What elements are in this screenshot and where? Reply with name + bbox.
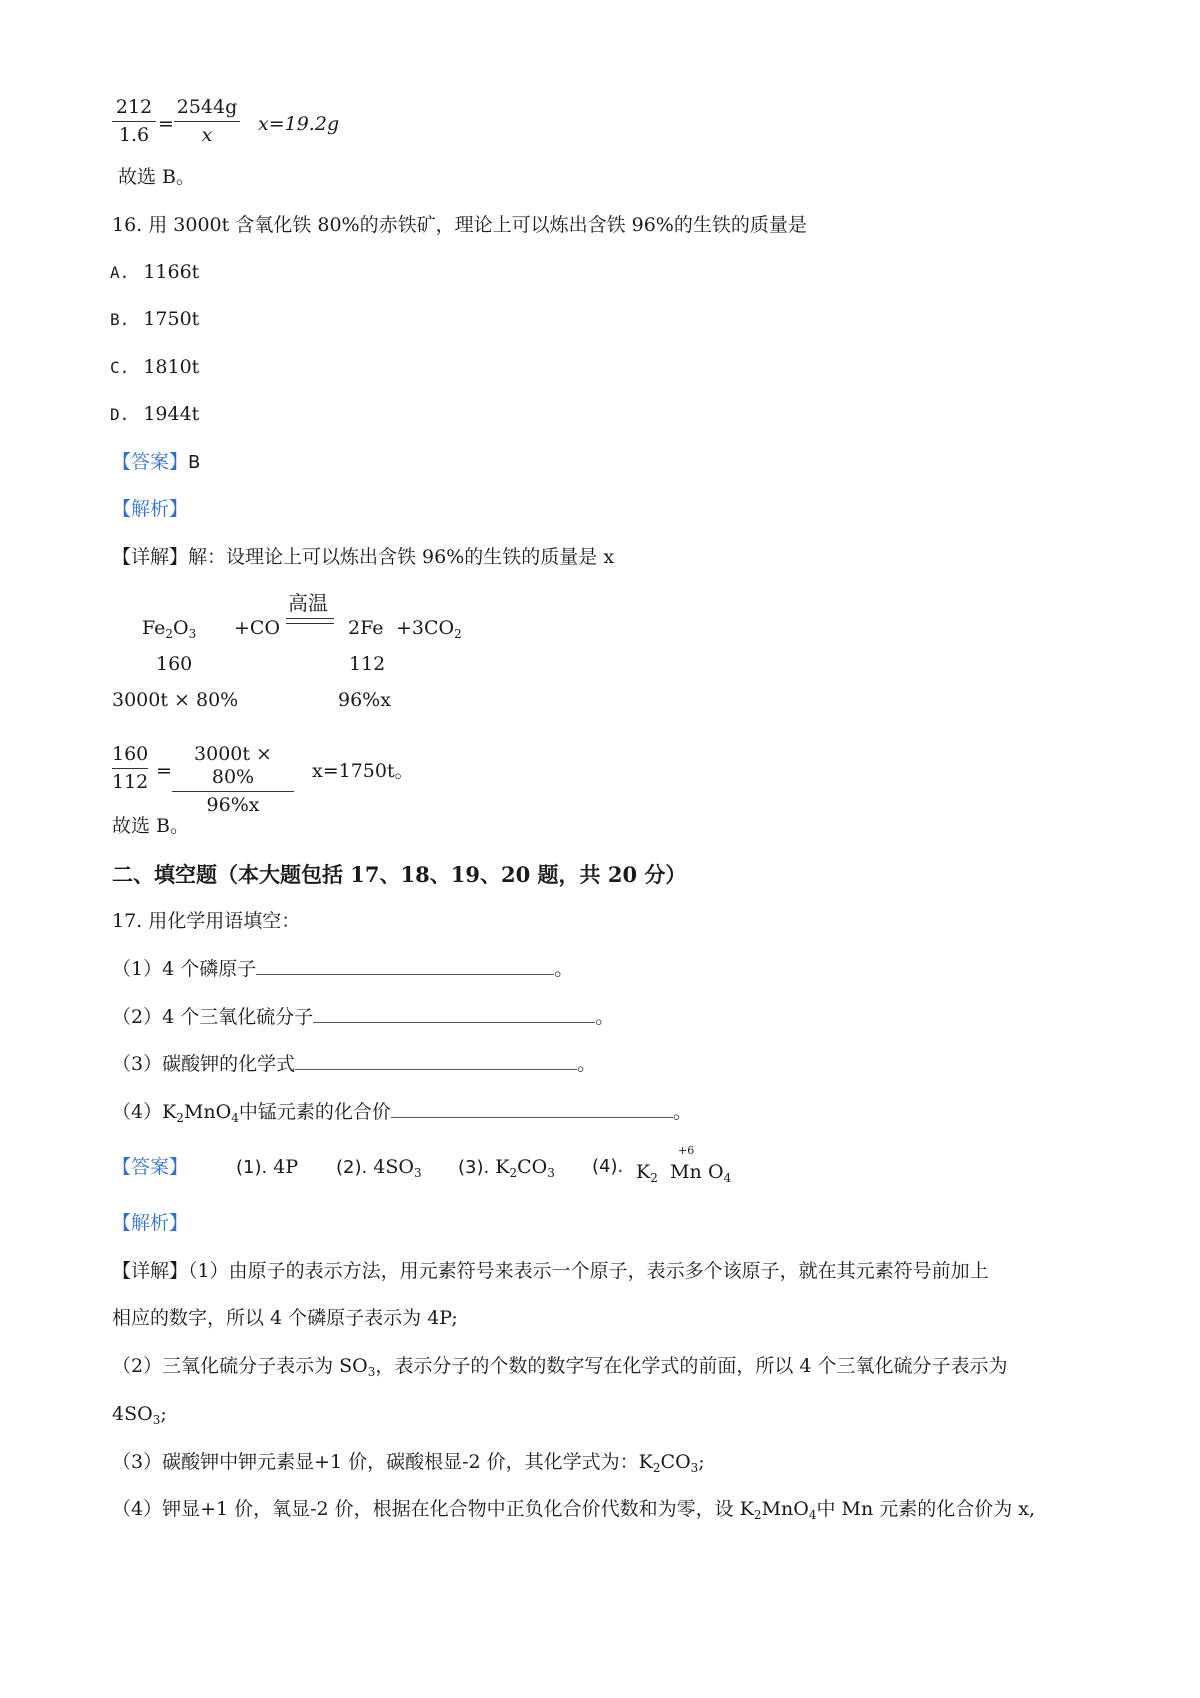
item-suffix: 。	[672, 1101, 692, 1123]
subscript: 4	[723, 1171, 732, 1185]
item-prompt: （4）K	[112, 1101, 177, 1123]
top-fraction-left	[112, 96, 156, 147]
ratio-result: x=1750t。	[312, 760, 414, 782]
detail-text: （2）三氧化硫分子表示为 SO	[112, 1355, 368, 1377]
q17-detail-p2-line1	[112, 1355, 1008, 1378]
subscript: 2	[753, 1508, 762, 1522]
q17-detail-p3	[112, 1451, 705, 1474]
subscript: 4	[231, 1111, 239, 1125]
detail-text: MnO	[761, 1498, 809, 1520]
detail-text: （4）钾显+1 价，氧显-2 价，根据在化合物中正负化合价代数和为零，设 K	[112, 1498, 754, 1520]
fraction-numerator: 212	[115, 96, 153, 118]
detail-text: ，表示分子的个数的数字写在化学式的前面，所以 4 个三氧化硫分子表示为	[375, 1355, 1008, 1377]
formula-text: +3CO	[396, 617, 455, 639]
answer-formula: K	[495, 1156, 510, 1178]
subscript: 3	[367, 1365, 376, 1379]
subscript: 4	[808, 1508, 817, 1522]
quantity-iron: 96%x	[338, 689, 391, 711]
subscript: 3	[413, 1166, 422, 1180]
fraction-bar	[172, 791, 294, 792]
element-symbol: Fe	[142, 617, 166, 639]
q17-answer-4-valence: +6	[678, 1144, 695, 1157]
item-prompt: （1）4 个磷原子	[112, 958, 257, 980]
q17-item-4	[112, 1100, 692, 1124]
detail-text: （3）碳酸钾中钾元素显+1 价，碳酸根显-2 价，其化学式为：K	[112, 1451, 653, 1473]
q16-detail	[112, 546, 614, 569]
subscript: 3	[152, 1413, 161, 1427]
option-text: 1810t	[143, 356, 200, 378]
option-letter: A.	[110, 263, 130, 282]
q17-answer-label: 【答案】	[112, 1156, 189, 1178]
detail-label: 【详解】	[112, 546, 189, 568]
q16-option-d	[110, 403, 199, 426]
subscript: 3	[690, 1461, 699, 1475]
equals-sign: =	[156, 760, 172, 782]
detail-text: （1）由原子的表示方法，用元素符号来表示一个原子，表示多个该原子，就在其元素符号前加上	[188, 1260, 989, 1282]
subscript: 2	[652, 1461, 661, 1475]
q17-answer-4-mn: Mn	[670, 1161, 702, 1183]
subscript: 2	[454, 627, 462, 641]
answer-blank[interactable]	[313, 1005, 595, 1023]
answer-blank[interactable]	[295, 1052, 577, 1070]
product-fe: 2Fe	[348, 617, 384, 639]
option-letter: B.	[110, 310, 130, 329]
answer-label: 【答案】	[112, 451, 189, 473]
q17-analysis-label: 【解析】	[112, 1212, 189, 1234]
q17-item-3	[112, 1052, 596, 1076]
fraction-bar	[112, 121, 156, 122]
top-fraction-right	[174, 96, 240, 147]
detail-text: 4SO	[112, 1403, 153, 1425]
fraction-denominator: 112	[112, 770, 149, 793]
fraction-bar	[112, 768, 148, 769]
option-text: 1166t	[143, 261, 200, 283]
section-heading: 二、填空题（本大题包括 17、18、19、20 题，共 20 分）	[112, 862, 687, 887]
q17-detail-p4	[112, 1498, 1035, 1521]
item-suffix: 。	[554, 958, 574, 980]
reaction-condition: 高温	[288, 591, 328, 615]
detail-text: ;	[698, 1451, 705, 1473]
reaction-arrow-double-line	[286, 618, 334, 624]
q17-stem: 17. 用化学用语填空：	[112, 910, 301, 932]
answer-formula: 4SO	[373, 1156, 414, 1178]
element-symbol: O	[173, 617, 189, 639]
q17-detail-p1-line1	[112, 1260, 989, 1283]
answer-number: (1).	[236, 1157, 268, 1178]
option-letter: C.	[110, 358, 130, 377]
subscript: 3	[547, 1166, 555, 1180]
answer-number: (2).	[336, 1157, 368, 1178]
answer-blank[interactable]	[256, 957, 554, 975]
q16-answer	[112, 451, 200, 474]
answer-blank[interactable]	[391, 1100, 673, 1118]
fraction-denominator: 96%x	[206, 793, 260, 816]
item-suffix: 。	[595, 1006, 615, 1028]
fraction-denominator: 1.6	[118, 123, 150, 146]
item-suffix: 。	[577, 1053, 597, 1075]
subscript: 2	[509, 1166, 518, 1180]
detail-text: 解：设理论上可以炼出含铁 96%的生铁的质量是 x	[188, 546, 615, 568]
fraction-numerator: 160	[112, 743, 149, 765]
q17-item-2	[112, 1005, 614, 1029]
detail-text: ;	[160, 1403, 167, 1425]
top-result: x=19.2g	[258, 113, 340, 135]
reactant-co: +CO	[234, 617, 281, 639]
fraction-bar	[174, 121, 240, 122]
option-text: 1944t	[143, 403, 200, 425]
q17-answer-1	[236, 1156, 298, 1179]
q16-option-c	[110, 356, 199, 379]
q17-answer-4-k	[636, 1161, 658, 1184]
subscript: 2	[165, 627, 174, 641]
detail-label: 【详解】	[112, 1260, 189, 1282]
ratio-fraction-right	[172, 743, 294, 816]
q16-option-a	[110, 261, 199, 284]
quantity-ore: 3000t × 80%	[112, 689, 239, 711]
element-symbol: K	[636, 1161, 651, 1183]
q16-option-b	[110, 308, 199, 331]
equals-sign: =	[158, 113, 174, 135]
subscript: 3	[188, 627, 197, 641]
q17-answer-4-o	[708, 1161, 731, 1184]
molar-mass-fe2o3: 160	[156, 653, 193, 675]
q17-item-1	[112, 957, 573, 981]
q17-detail-p2-line2	[112, 1403, 167, 1426]
item-prompt: MnO	[183, 1101, 232, 1123]
answer-formula: 4P	[273, 1156, 299, 1178]
q16-stem: 16. 用 3000t 含氧化铁 80%的赤铁矿，理论上可以炼出含铁 96%的生铁的质量是	[112, 214, 807, 236]
option-letter: D.	[110, 405, 130, 424]
fraction-numerator: 3000t × 80%	[194, 743, 272, 788]
fraction-denominator: x	[201, 123, 213, 146]
detail-text: CO	[660, 1451, 691, 1473]
subscript: 2	[176, 1111, 184, 1125]
q16-analysis-label: 【解析】	[112, 498, 189, 520]
top-conclusion: 故选 B。	[118, 166, 196, 188]
item-prompt: （3）碳酸钾的化学式	[112, 1053, 296, 1075]
element-symbol: O	[708, 1161, 724, 1183]
q16-conclusion: 故选 B。	[112, 815, 190, 837]
reactant-fe2o3	[142, 617, 196, 640]
option-text: 1750t	[143, 308, 200, 330]
q17-answer-2	[336, 1156, 422, 1179]
item-prompt: （2）4 个三氧化硫分子	[112, 1006, 314, 1028]
q17-answer-4-number: (4).	[592, 1156, 624, 1177]
detail-text: 中 Mn 元素的化合价为 x,	[816, 1498, 1036, 1520]
ratio-fraction-left	[112, 743, 148, 794]
fraction-numerator: 2544g	[176, 96, 238, 118]
molar-mass-fe: 112	[349, 653, 386, 675]
answer-value: B	[188, 452, 201, 473]
q17-detail-p1-line2: 相应的数字，所以 4 个磷原子表示为 4P;	[112, 1307, 458, 1329]
answer-formula: CO	[517, 1156, 548, 1178]
subscript: 2	[650, 1171, 658, 1185]
answer-number: (3).	[458, 1157, 490, 1178]
product-co2	[396, 617, 462, 640]
q17-answer-3	[458, 1156, 555, 1179]
item-prompt: 中锰元素的化合价	[238, 1101, 391, 1123]
